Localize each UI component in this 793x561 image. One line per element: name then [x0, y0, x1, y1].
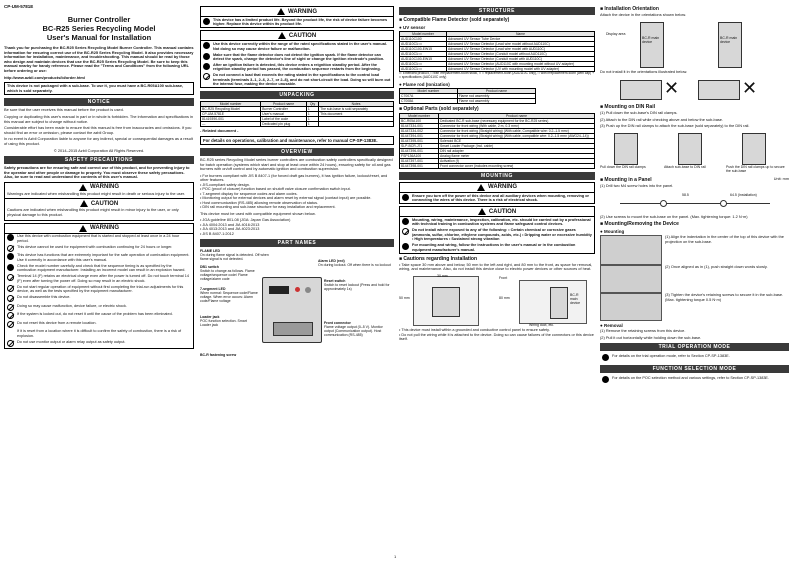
table-row: 81447394-001 Connector for front wiring (Straight wiring) (With cable, compatible wire: 0.2–1.5 mm² (AWG24–14)): [400, 133, 595, 138]
safety-intro: Safety precautions are for ensuring safe and correct use of this product, and for preventing injury to the operator and other people or damage to property. You must observe these safety precautions. Also, be sure to read and understand the contents of this user's manual.: [4, 165, 190, 180]
fsm-ref: For details on the POC selection method and various settings, refer to Section CP-SP-1383E.: [600, 375, 789, 384]
bc-r-device-front: [432, 287, 460, 317]
din-caption-1: Pull down the DIN rail clamps: [600, 164, 646, 169]
terms-url[interactable]: http://www.azbil.com/products/bi/order.html: [4, 74, 85, 80]
standards-intro: This device must be used with compatible equipment shown below.: [200, 210, 316, 216]
front-connector-icon: [273, 322, 313, 336]
prohibited-icon: [7, 321, 14, 328]
warning-triangle-icon: [79, 184, 87, 191]
mandatory-icon: [602, 354, 609, 361]
din-caption-2: Attach sub-base to DIN rail: [664, 164, 706, 169]
table-row: AUD110C1□□ Advanced UV Sensor Detector (AUD110C with mounting model without UV adapter): [400, 62, 595, 67]
din-diagram: [600, 131, 789, 175]
mandatory-icon: [402, 194, 409, 201]
notice-para: Copying or duplicating this user's manual in part or in whole is forbidden. The information and specifications in this manual are subject to change without notice.: [4, 113, 194, 124]
mount-step-1: (1) Align the indentation in the center of the top of this device with the projection on the sub-base.: [600, 235, 789, 265]
photo-align: [600, 235, 662, 265]
column-4: [600, 4, 789, 557]
table-row: 81447397-001 Activation (f): [400, 158, 595, 163]
table-row: AUD110C100-EW15 Advanced UV Sensor Detector (Lead wire model with AUD110C): [400, 47, 595, 52]
caution-triangle-icon: [278, 32, 286, 39]
label-fc-desc: Flame voltage output (0–5 V). Monitor output (Communication output). Host communication (RS-485): [324, 325, 383, 338]
warning-list-label: WARNING: [90, 225, 119, 232]
warning-item: Do not use monitor output or alarm relay output as safety output.: [5, 339, 193, 348]
label-bc-main: BC-R main device: [720, 35, 738, 44]
mandatory-icon: [7, 264, 14, 271]
list-item: • JIS-compliant safety design.: [200, 182, 250, 187]
subbase-pull: [614, 133, 638, 165]
th: Model number: [400, 32, 447, 37]
mandatory-icon: [402, 218, 409, 225]
warning-life-box: [200, 6, 394, 28]
alarm-led-icon: [295, 287, 300, 292]
label-alarm-led: Alarm LED (red): [318, 259, 345, 264]
mounting-subheading: ● Mounting: [600, 229, 625, 235]
list-item: • JGA guideline 801-08 (JGA: Japan Gas Association): [200, 218, 291, 223]
notice-para: Considerable effort has been made to ensure that this manual is free from inaccuracies and omissions. If you should find an error or omission, please contact the azbil Group.: [4, 125, 192, 135]
unpacking-heading: UNPACKING: [200, 91, 394, 99]
unit-label: Unit: mm: [773, 176, 789, 181]
list-item: • 7-segment display for sequence codes and alarm codes.: [200, 191, 298, 196]
label-7seg: 7-segment LED: [200, 287, 226, 292]
label-fastening-screw: BC-R fastening screw: [200, 353, 237, 358]
bc-r-device-upright-2: [718, 22, 742, 68]
clearance-30: 30 mm: [437, 274, 448, 279]
th: Name: [447, 32, 595, 37]
flame-rod-heading: ● Flame rod (Ionization): [399, 81, 450, 87]
title-line-3: User's Manual for Installation: [46, 33, 152, 42]
list-item: • Do not pull the wiring while it is attached to the device. Doing so can cause failures of the connectors or this device itself.: [399, 332, 594, 342]
label-db-desc: Switch to change as follows. Flame voltage/sequence code/ Flame voltage/alarm code: [200, 269, 255, 282]
table-row: 81447398-001 Front connector cover (includes mounting screw): [400, 163, 595, 168]
clearance-80: 80 mm: [499, 296, 510, 301]
th: Model number: [201, 102, 261, 107]
table-row: AUD110C1□□ Advanced UV Sensor Detector (Lead wire model without AUD110C): [400, 42, 595, 47]
warning-item: Doing so may cause malfunction, device failure, or electric shock.: [5, 303, 193, 312]
prohibited-icon: [402, 228, 409, 235]
prohibited-icon: [7, 312, 14, 319]
intro-text: Thank you for purchasing the BC-R25 Series Recycling Model Burner Controller. This manual contains information for ensuring correct use of the BC-R25 Series Recycling Model. It also provides necessary information for installation, maintenance, and troubleshooting. This manual should be read by those who design and maintain devices that use the BC-R25 Series Recycling Model. Be sure to keep this manual nearby for handy reference. Please read the "Terms and Conditions" from the following URL before ordering or use:: [4, 45, 194, 73]
install-bullets: [399, 328, 595, 342]
din-caption-3: Push the DIN rail clamps up to secure the sub-base: [726, 164, 785, 173]
warning-item: If it is reset from a location where it is difficult to confirm the safety of combustion, there is a risk of explosion.: [17, 329, 182, 338]
page-number: 1: [394, 554, 397, 559]
table-row: 81419390-001 Label of the code 1: [201, 117, 394, 122]
orientation-ng-diagram: [600, 76, 789, 102]
mandatory-icon: [402, 243, 409, 250]
uv-heading: ● UV sensor: [399, 25, 426, 30]
related-title: - Related document -: [200, 128, 239, 134]
table-row: C7008A Flame rod assembly: [400, 98, 536, 103]
list-item: • JIA 4013:2013 and JIA 4023:2013: [200, 227, 260, 232]
table-row: AUD110C1□□ Advanced UV Sensor Detector (Conduit model without AUD110C): [400, 52, 595, 57]
caution-head: CAUTION: [201, 31, 393, 41]
warning-item: If the system is locked out, do not reset it until the cause of the problem has been eliminated.: [5, 311, 193, 320]
flame-detector-heading: ■ Compatible Flame Detector (sold separately): [399, 17, 510, 23]
label-db-switch: DB1 switch: [200, 265, 219, 270]
caution-box: [200, 30, 394, 88]
warning-triangle-icon: [477, 184, 485, 191]
warning-list: [4, 223, 194, 349]
removal-step-2: (2) Pull it out horizontally while holding down the sub-base.: [600, 334, 702, 340]
clearance-diagrams: [399, 274, 595, 328]
list-item: • DIN rail mounting and sub-base structure for easy installation and replacement.: [200, 205, 336, 210]
mandatory-icon: [203, 18, 210, 25]
cross-icon: ✕: [664, 78, 680, 99]
panel-step-1: (1) Drill two M4 screw holes into the panel.: [600, 182, 674, 188]
mounting-caution: [399, 206, 595, 254]
th: Model number: [400, 88, 458, 93]
reset-button-icon: [305, 287, 311, 293]
caution-item: Use this device correctly within the range of the rated specifications stated in the user's manual. Not doing so may cause device failure or malfunction.: [201, 41, 393, 51]
clearance-50: 50 mm: [399, 296, 410, 301]
trial-heading: TRIAL OPERATION MODE: [600, 343, 789, 351]
table-row: — Dedicated pin plug 1: [201, 122, 394, 127]
copyright: © 2014–2015 Azbil Corporation All Rights Reserved.: [53, 147, 145, 153]
label-flame-led-desc: On during flame signal is detected. Off when flame signal is not detected.: [200, 253, 269, 262]
caution-item: Do not install where exposed to any of the following: • Certain chemical or corrosive gases (ammonia, sulfur, chlorine, ethylene compounds, acids, etc.) • Dripping water or excessive humidity • High temperatures • Sustained strong vibration: [400, 228, 594, 243]
overview-bullets: [200, 174, 394, 210]
mandatory-icon: [7, 234, 14, 241]
caution-triangle-icon: [478, 208, 486, 215]
removal-step-1: (1) Remove the retaining screws from this device.: [600, 328, 686, 334]
removal-subheading: ● Removal: [600, 323, 623, 329]
mandatory-icon: [203, 53, 210, 60]
warning-item: Ensure you turn off the power of this device and all auxiliary devices when mounting, removing or connecting the wires of this device. There is a risk of electrical shock.: [400, 193, 594, 203]
caution-triangle-icon: [80, 200, 88, 207]
table-row: FSP136A100 Analog flame meter: [400, 153, 595, 158]
cautions-install-text: • Take space 30 mm above and below, 50 mm to the left and right, and 80 mm to the front, as space for removal, wiring, and maintenance. Also, do not install this device close to electric power devices or other sources of heat.: [399, 261, 593, 272]
warning-item: Do not start regular operation of equipment without first completing the trial-run adjustments for this device, as well as the tests specified by the equipment manufacturer.: [5, 284, 193, 294]
mandatory-icon: [602, 376, 609, 383]
list-item: • For burners compliant with JIS B 8407-1 (for forced draft gas burners), it has ignition failure, lockout/reset, and other features.: [200, 173, 388, 183]
label-alarm-desc: On during lockout. Off when there is no lockout: [318, 263, 391, 268]
list-item: • Host communication (RS-485) allowing remote observation of status.: [200, 200, 319, 205]
list-item: • POC (proof of closure) function based on shutoff valve closure confirmation switch input.: [200, 187, 351, 192]
part-names-diagram: [200, 249, 394, 362]
bc-r-device-front: [262, 277, 322, 343]
warning-item: This device has functions that are extremely important for the safe operation of combustion equipment. Use it correctly in accordance with this user's manual.: [5, 253, 193, 263]
table-row: 81447396-001 DIN rail adapter: [400, 148, 595, 153]
table-row: 81447395-001 Solenoid BCE: [400, 138, 595, 143]
screw-hole-icon: [720, 200, 727, 207]
side-view-diagram: [519, 280, 587, 324]
column-2: [200, 4, 397, 559]
trial-ref: For details on the trial operation mode, refer to Section CP-SP-1383E.: [600, 353, 789, 362]
table-row: AUD110C1□□ Advanced UV Sensor Detector (UV with mounting model with UV adapter): [400, 67, 595, 72]
optional-table: [399, 113, 595, 169]
panel-hole-diagram: [600, 191, 789, 215]
warning-item: Terminal 14 (F) retains an electrical charge even after the power is turned off. Do not touch terminal 14 (F) even after turning the power off. Doing so may result in an electric shock.: [5, 273, 193, 283]
warning-triangle-icon: [277, 8, 285, 15]
warning-definition: [4, 182, 194, 221]
column-1: [4, 4, 194, 557]
prohibited-icon: [7, 340, 14, 347]
title-line-2: BC-R25 Series Recycling Model: [42, 24, 156, 33]
subbase-note: This device is not packaged with a sub-base. To use it, you must have a BC-R05A100 sub-base, which is sold separately.: [4, 82, 194, 95]
prohibited-icon: [203, 73, 210, 80]
mounting-warning-head: WARNING: [400, 183, 594, 193]
prohibited-icon: [7, 304, 14, 311]
label-loader-desc: POC function selection. Smart Loader jack: [200, 319, 247, 328]
caution-item: Make sure that the flame detector does not detect the ignition spark. If the flame detector can detect the spark, change the detector's line of sight or change the ignition electrode's position.: [201, 52, 393, 62]
mounting-warning: [399, 182, 595, 204]
label-flame-led: FLAME LED: [200, 249, 221, 254]
orientation-ok-diagram: [600, 20, 789, 70]
part-names-heading: PART NAMES: [200, 239, 394, 247]
prohibited-icon: [7, 274, 14, 281]
panel-step-2: (2) Use screws to mount the sub-base on the panel. (Max. tightening torque: 1.2 N·m): [600, 213, 748, 219]
panel-heading: ■ Mounting in a Panel Unit: mm: [600, 176, 789, 183]
bc-r-device-side: [550, 287, 568, 319]
doc-id: CP-UM-5781E: [4, 4, 34, 9]
th: Notes: [319, 102, 394, 107]
label-loader-jack: Loader jack: [200, 315, 220, 320]
label-display-area: Display area: [606, 31, 626, 36]
prohibited-icon: [7, 295, 14, 302]
uv-note: □: Extended product, □ with irreplacement-tooth stock, □ = replacement-tooth (AUD110C only), □ with irreplacement-tooth (with cap) + □ specifications (AUD110C only): [399, 71, 594, 79]
table-row: SLP-BCR-J71 Smart Loader Package (Incl. cable): [400, 143, 595, 148]
table-row: 81447334-002 Connector for front wiring (Straight wiring) (With cable, Compatible wire: 0.2–1.5 mm²): [400, 128, 595, 133]
warning-item: This device cannot be used for equipment with combustion continuing for 24 hours or longer.: [5, 244, 193, 253]
doc-title: [4, 15, 194, 42]
th: Product name: [439, 113, 595, 118]
mount-step-3: (3) Tighten the device's retaining screws to secure it in the sub-base. (Max. tightening torque 0.5 N·m): [600, 293, 789, 321]
table-row: 81447334-001 Connector for front wiring (With cable, 2 m, 0.3 mm²): [400, 123, 595, 128]
flame-rod-table: [399, 88, 536, 104]
fsm-heading: FUNCTION SELECTION MODE: [600, 365, 789, 373]
list-item: • This device must install within a grounded and conductive control panel to ensure safety.: [399, 328, 550, 333]
notice-heading: NOTICE: [4, 98, 194, 106]
list-item: • JIA 4004:2013 and JIA 4016:2013: [200, 222, 260, 227]
table-row: BC-R25 Recycling Model Burner Controller 1 The sub-base is sold separately: [201, 107, 394, 112]
mount-step-2: (2) Once aligned as in (1), push straight down words slowly.: [600, 265, 789, 293]
bc-r-device-sideways: [620, 80, 662, 100]
caution-item: After an ignition failure is detected, this device enters a reignition standby period. After the reignition standby period has passed, the combustion sequence restarts from the beginning.: [201, 62, 393, 72]
caution-def-text: Cautions are indicated when mishandling this product might result in minor injury to the user, or only physical damage to this product.: [7, 207, 179, 218]
photo-push: [600, 265, 662, 293]
caution-item: Mounting, wiring, maintenance, inspection, calibration, etc. should be carried out by a professional with technical training in combustion systems and flame safeguard control devices.: [400, 217, 594, 227]
label-reset-desc: Switch to reset lockout (Press and hold for approximately 1s): [324, 283, 390, 292]
label-front: Front: [499, 276, 508, 281]
uv-table: [399, 31, 595, 72]
warning-item: Check the model number carefully and check that the sequence timing is as specified by the combustion equipment manufacturer. Installing an incorrect model can result in an explosion hazard.: [5, 263, 193, 273]
bc-r-device-upright: [640, 22, 664, 68]
unpacking-table: [200, 101, 394, 127]
label-wiring-duct: Wiring duct, etc.: [529, 323, 555, 328]
safety-heading: SAFETY PRECAUTIONS: [4, 156, 194, 164]
mandatory-icon: [203, 42, 210, 49]
din-heading: ■ Mounting on DIN Rail: [600, 104, 655, 111]
label-bc-main: BC-R main device: [642, 35, 660, 44]
panel-line: [620, 203, 770, 204]
prohibited-icon: [7, 285, 14, 292]
structure-heading: STRUCTURE: [399, 7, 595, 15]
orientation-heading: ■ Installation Orientation: [600, 6, 659, 12]
standards-list: [200, 218, 394, 236]
label-front-connector: Front connector: [324, 321, 351, 326]
warning-def-label: WARNING: [90, 184, 119, 191]
label-reset-switch: Reset switch: [324, 279, 346, 284]
th: Qty: [306, 102, 318, 107]
warning-item: This device has a limited product life. Beyond the product life, the risk of device failure becomes higher. Replace this device within its product life.: [201, 17, 393, 27]
front-view-diagram: [413, 276, 479, 326]
caution-def-label: CAUTION: [90, 200, 119, 207]
warning-life-head: WARNING: [201, 7, 393, 17]
photo-tighten: [600, 293, 662, 321]
orientation-text: Attach the device in the orientations shown below.: [600, 12, 687, 17]
mandatory-icon: [203, 63, 210, 70]
warning-item: Do not disassemble this device.: [5, 294, 193, 303]
table-row: CP-UM-5781E User's manual 1 This document: [201, 112, 394, 117]
mount-remove-heading: ■ Mounting/Removing the Device: [600, 221, 679, 228]
optional-heading: ■ Optional Parts (sold separately): [399, 105, 479, 112]
table-row: C7007A Flame rod assembly: [400, 93, 536, 98]
dim-label-2: 64.5 (Installation): [730, 192, 757, 197]
warning-def-text: Warnings are indicated when mishandling this product might result in death or serious injury to the user.: [7, 190, 186, 196]
warning-item: Do not reset this device from a remote location.: [5, 320, 193, 329]
warning-item: Use this device with combustion equipment that is started and stopped at least once in a 24 hour period.: [5, 234, 193, 244]
subbase-attach: [678, 133, 702, 165]
warning-list-head: [5, 224, 193, 234]
cautions-install-heading: ■ Cautions regarding Installation: [399, 255, 478, 262]
warning-triangle-icon: [79, 225, 87, 232]
table-row: BC-R05A100 Dedicated BC-R sub-base (necessary equipment for the BC-R25 series): [400, 118, 595, 123]
din-step: (1) Pull down the sub-base's DIN rail clamps.: [600, 110, 678, 116]
seven-seg-display: [269, 286, 289, 294]
din-step: (3) Push up the DIN rail clamps to attach the sub-base (sold separately) to the DIN rail.: [600, 123, 750, 129]
column-3: [399, 4, 595, 557]
screw-hole-icon: [660, 200, 667, 207]
label-7seg-desc: When normal: Sequence code/Flame voltage. When error occurs: Alarm code/Flame voltage: [200, 291, 258, 304]
label-bc-main: BC-R main device: [570, 293, 581, 306]
cross-icon: ✕: [742, 78, 758, 99]
notice-para: Be sure that the user receives this manual before the product is used.: [4, 107, 124, 113]
table-row: AUD110C100 Advanced UV Sensor Tube Device: [400, 37, 595, 42]
list-item: • JIS B 8407-1:2012: [200, 231, 234, 236]
bc-r-device-inverted: [698, 80, 740, 100]
overview-text: BC-R25 series Recycling Model series burner controllers are combustion safety controllers specifically designed for batch operation (systems which start and stop at least once within 24 hours), ensuring safety for oil and gas burners with on/off control and by automatic ignition and combustion supervision.: [200, 157, 393, 172]
subbase-secure: [742, 133, 766, 165]
prohibited-icon: [7, 245, 14, 252]
title-line-1: Burner Controller: [67, 15, 131, 24]
mounting-caution-head: CAUTION: [400, 207, 594, 217]
related-doc: For details on operations, calibration and maintenance, refer to manual CP-SP-1383E.: [200, 136, 394, 145]
caution-item: For mounting and wiring, follow the instructions in the user's manual or in the combustion equipment manufacturer's manual.: [400, 242, 594, 252]
th: Model number: [400, 113, 439, 118]
overview-heading: OVERVIEW: [200, 148, 394, 156]
notice-para: In no event is Azbil Corporation liable to anyone for any indirect, special or consequential damages as a result of using this product.: [4, 136, 193, 146]
orientation-text-2: Do not install it in the orientations illustrated below.: [600, 68, 688, 74]
th: Product name: [261, 102, 307, 107]
caution-item: Do not connect a load that exceeds the rating stated in the specifications to the control load terminals (terminals 3–1, 2–6, 2–7, or 2–8), and do not short-circuit the load. Doing so will burn out the internal fuse, making the device unusable.: [201, 73, 393, 88]
din-step: (2) Attach to the DIN rail while checking above and below the sub-base.: [600, 116, 724, 122]
mandatory-icon: [7, 253, 14, 260]
table-row: AUD110C100-EW15 Advanced UV Sensor Detector (Conduit model with AUD110C): [400, 57, 595, 62]
mounting-heading: MOUNTING: [399, 172, 595, 180]
dim-label: 58.5: [682, 192, 689, 197]
th: Product name: [457, 88, 535, 93]
list-item: • Monitoring output for external devices and alarm reset by external signal (contact input) are possible.: [200, 196, 372, 201]
